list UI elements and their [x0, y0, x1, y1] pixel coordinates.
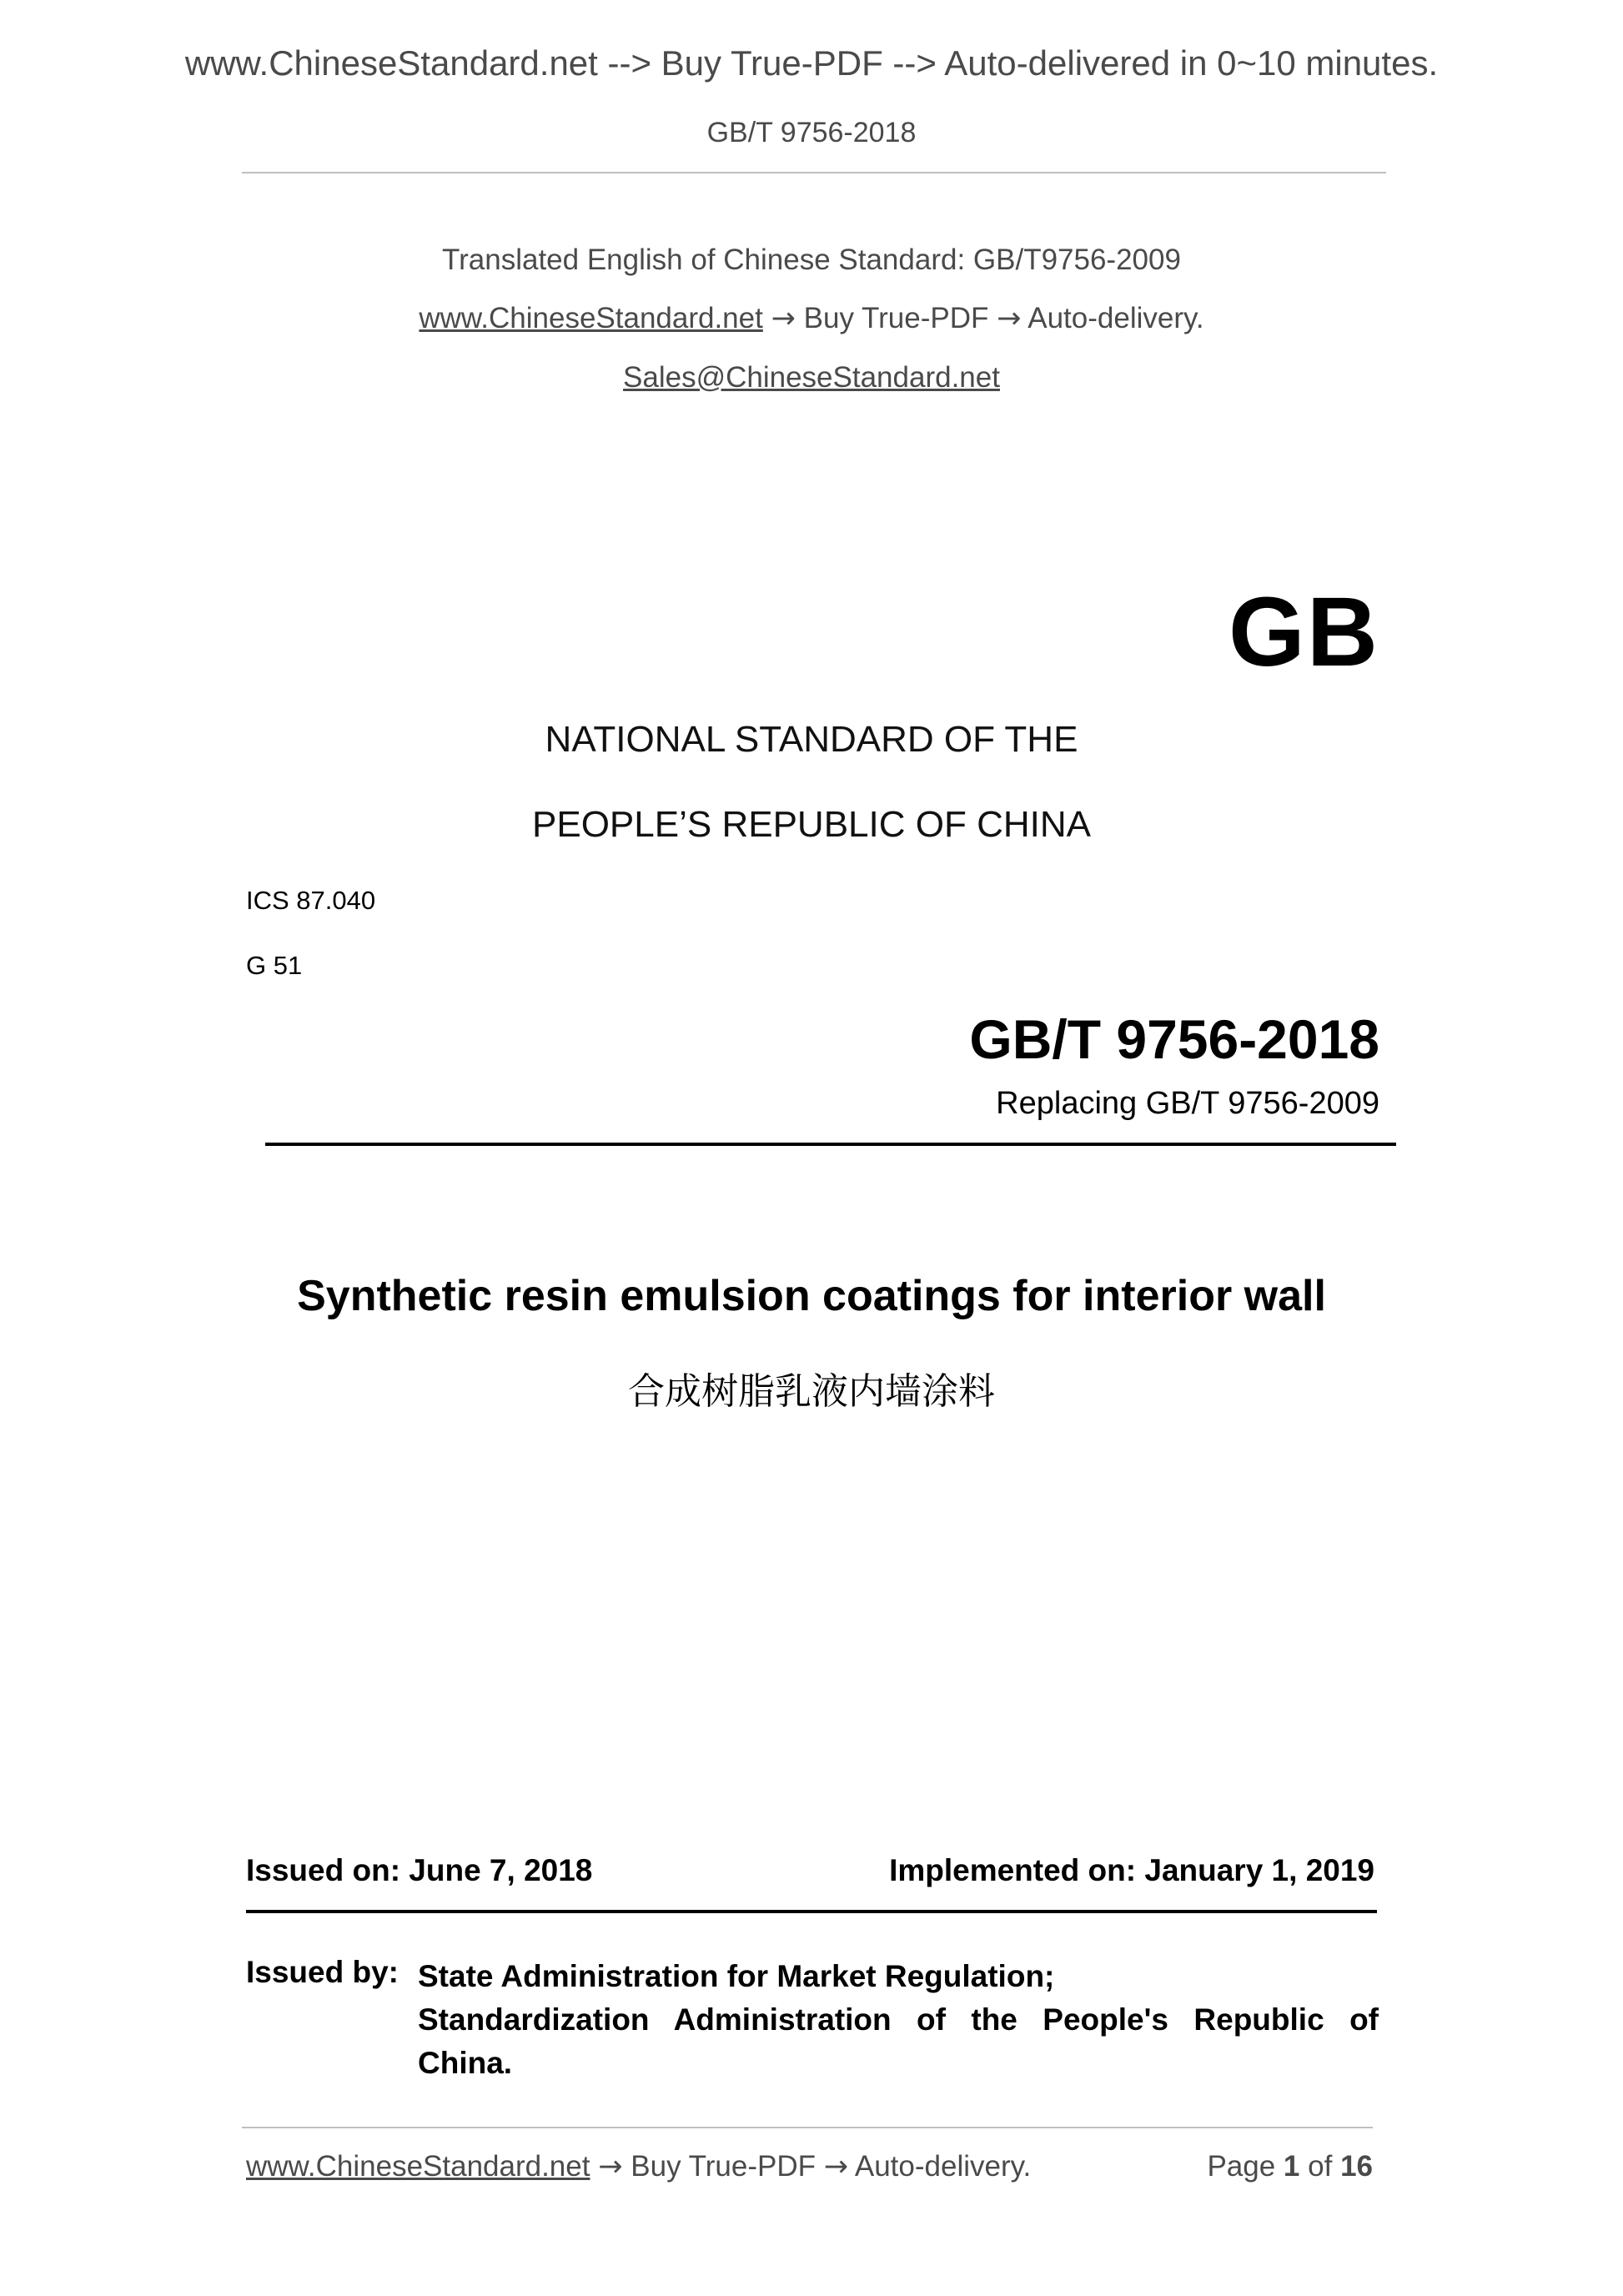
- dates-divider: [246, 1910, 1377, 1913]
- translation-notice: Translated English of Chinese Standard: GB/T9756-2009: [442, 244, 1181, 276]
- arrow-right-icon: →: [997, 302, 1022, 335]
- standard-number: GB/T 9756-2018: [969, 1008, 1379, 1070]
- issued-on-date: Issued on: June 7, 2018: [246, 1853, 593, 1887]
- document-title-en: Synthetic resin emulsion coatings for interior wall: [297, 1272, 1326, 1320]
- page-current: 1: [1283, 2150, 1300, 2183]
- ics-code: ICS 87.040: [246, 886, 376, 915]
- footer-site-link[interactable]: www.ChineseStandard.net: [246, 2150, 590, 2183]
- issued-by-body: [418, 1955, 1379, 2085]
- replacing-note: Replacing GB/T 9756-2009: [996, 1086, 1379, 1121]
- header-divider: [242, 172, 1386, 173]
- gb-mark: GB: [1229, 577, 1379, 687]
- issuer-line-3: China.: [418, 2046, 513, 2080]
- top-banner: www.ChineseStandard.net --> Buy True-PDF --> Auto-delivered in 0~10 minutes.: [184, 43, 1439, 83]
- footer-buy-text: Buy True-PDF: [631, 2150, 816, 2183]
- auto-delivery-text: Auto-delivery.: [1028, 302, 1204, 334]
- page-of: of: [1308, 2150, 1333, 2183]
- ccs-code: G 51: [246, 951, 303, 980]
- document-title-zh: 合成树脂乳液内墙涂料: [628, 1370, 995, 1413]
- buy-true-pdf-text: Buy True-PDF: [803, 302, 989, 334]
- footer-divider: [242, 2127, 1373, 2128]
- issued-by-label: Issued by:: [246, 1955, 399, 1989]
- page-indicator: [1207, 2150, 1373, 2183]
- arrow-right-icon: →: [823, 2150, 849, 2183]
- national-standard-line1: NATIONAL STANDARD OF THE: [545, 719, 1078, 760]
- page-total: 16: [1340, 2150, 1373, 2183]
- sales-email-link[interactable]: Sales@ChineseStandard.net: [623, 361, 1000, 394]
- issuer-line-1: State Administration for Market Regulation;: [418, 1959, 1055, 1993]
- title-divider: [265, 1143, 1396, 1146]
- footer-purchase-line: [246, 2150, 1031, 2183]
- site-link[interactable]: www.ChineseStandard.net: [419, 302, 763, 334]
- national-standard-line2: PEOPLE’S REPUBLIC OF CHINA: [532, 804, 1091, 845]
- footer-auto-text: Auto-delivery.: [854, 2150, 1032, 2183]
- header-doc-code: GB/T 9756-2018: [706, 117, 917, 148]
- purchase-line: [0, 302, 1623, 335]
- email-line: [0, 361, 1623, 394]
- arrow-right-icon: →: [598, 2150, 623, 2183]
- implemented-on-date: Implemented on: January 1, 2019: [889, 1853, 1374, 1887]
- page-label: Page: [1207, 2150, 1276, 2183]
- arrow-right-icon: →: [771, 302, 796, 335]
- issuer-line-2: Standardization Administration of the People's Republic of: [418, 2002, 1379, 2037]
